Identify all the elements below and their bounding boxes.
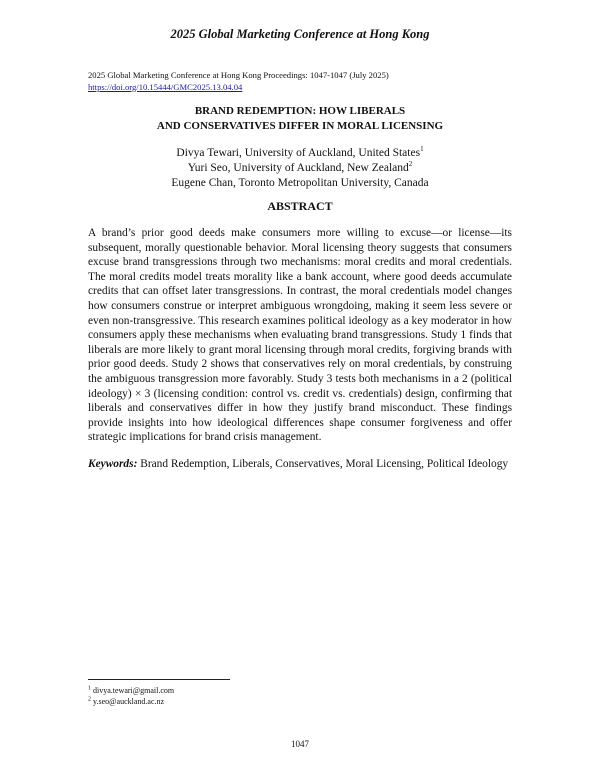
footnote-2-mark: 2 — [88, 696, 91, 703]
keywords-label: Keywords: — [88, 458, 138, 470]
footnote-divider — [88, 679, 230, 680]
footnote-2 — [88, 696, 388, 707]
author-2-footnote-mark: 2 — [408, 160, 413, 169]
page-number: 1047 — [291, 739, 309, 749]
author-3-text: Eugene Chan, Toronto Metropolitan University, Canada — [171, 177, 429, 189]
running-head: 2025 Global Marketing Conference at Hong Kong — [170, 27, 430, 41]
paper-title — [0, 104, 600, 134]
proceedings-info — [88, 70, 518, 93]
author-list — [0, 146, 600, 191]
title-line-1: BRAND REDEMPTION: HOW LIBERALS — [194, 105, 406, 117]
abstract-heading: ABSTRACT — [267, 199, 333, 213]
author-2 — [0, 161, 600, 176]
footnote-1 — [88, 685, 388, 696]
doi-link[interactable]: https://doi.org/10.15444/GMC2025.13.04.04 — [88, 81, 243, 92]
keywords — [88, 457, 512, 472]
proceedings-citation: 2025 Global Marketing Conference at Hong Kong Proceedings: 1047-1047 (July 2025) — [88, 70, 389, 80]
abstract-body: A brand’s prior good deeds make consumers more willing to excuse—or license—its subsequent, morally questionable behavior. Moral licensing theory suggests that consumers excuse brand transgressions through two mechanisms: moral credits and moral credentials. The moral credits model treats morality like a bank account, where good deeds accumulate credits that can offset later transgressions. In contrast, the moral credentials model changes how consumers construe or interpret ambiguous wrongdoing, making it seem less severe or even non-transgressive. This research examines political ideology as a key moderator in how consumers apply these mechanisms when evaluating brand transgressions. Study 1 finds that liberals are more likely to grant moral licensing through moral credits, forgiving brands with prior good deeds. Study 2 shows that conservatives rely on moral credentials, by construing the ambiguous transgression more favorably. Study 3 tests both mechanisms in a 2 (political ideology) × 3 (licensing condition: control vs. credit vs. credentials) design, confirming that liberals and conservatives differ in how they justify brand misconduct. These findings provide insights into how ideological differences shape consumer forgiveness and offer strategic implications for brand crisis management. — [88, 227, 512, 444]
author-1-footnote-mark: 1 — [420, 145, 424, 154]
author-3 — [0, 176, 600, 191]
footnotes — [88, 685, 388, 707]
footnote-1-text: divya.tewari@gmail.com — [93, 686, 175, 695]
author-2-text: Yuri Seo, University of Auckland, New Zealand — [187, 162, 409, 174]
footnote-2-text: y.seo@auckland.ac.nz — [93, 697, 165, 706]
author-1-text: Divya Tewari, University of Auckland, United States — [176, 147, 421, 159]
keywords-text: Brand Redemption, Liberals, Conservatives, Moral Licensing, Political Ideology — [140, 458, 509, 470]
footnote-1-mark: 1 — [88, 685, 91, 692]
author-1 — [0, 146, 600, 161]
title-line-2: AND CONSERVATIVES DIFFER IN MORAL LICENSING — [156, 120, 444, 132]
